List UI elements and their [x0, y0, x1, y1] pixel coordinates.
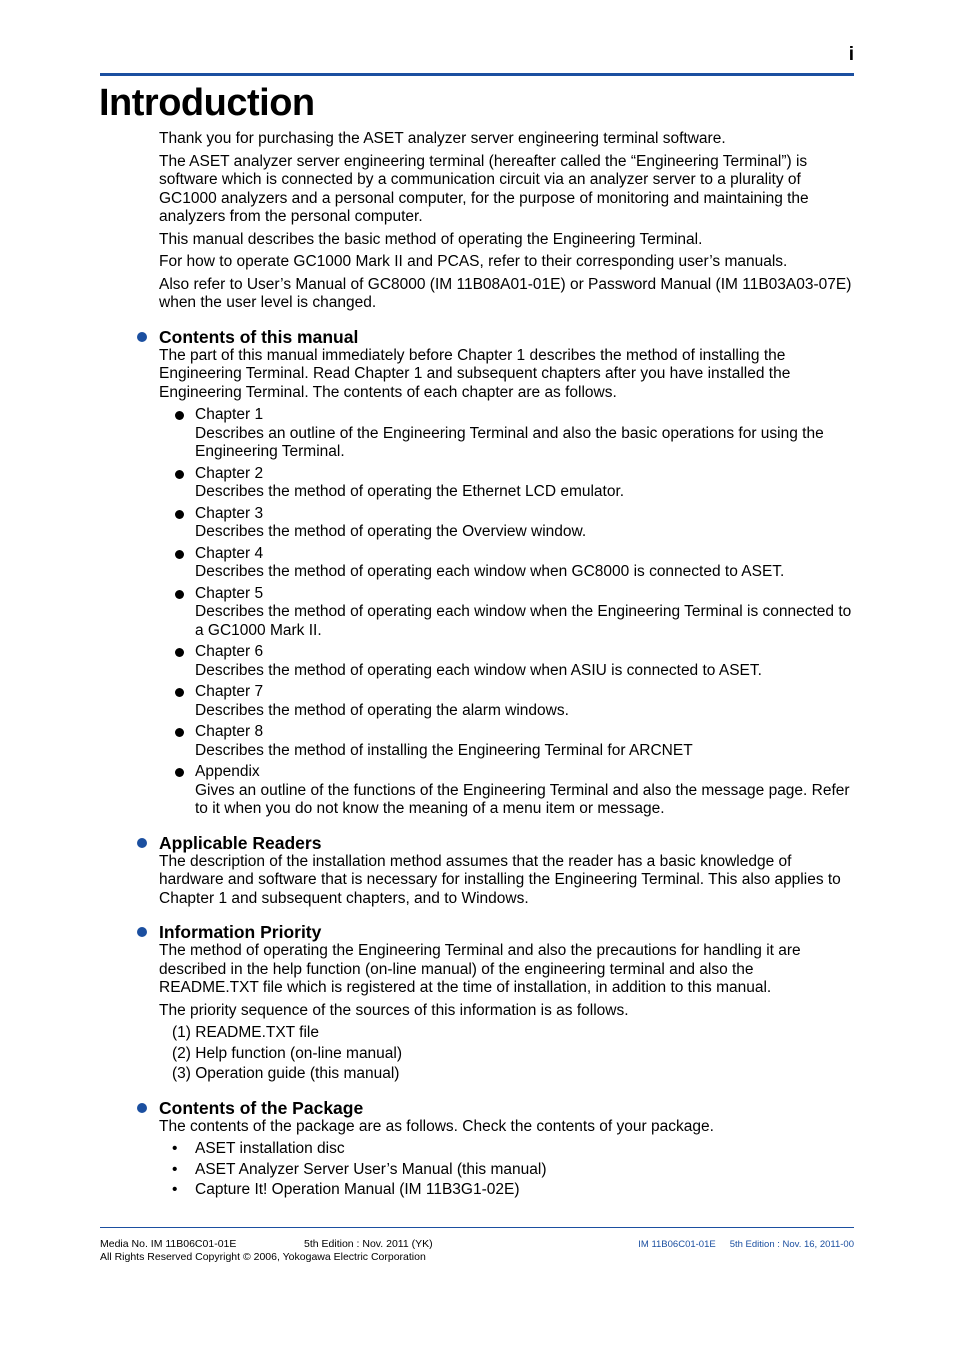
bullet-dot-icon: [137, 838, 147, 848]
section-body: The contents of the package are as follows. Check the contents of your package.: [159, 1117, 714, 1135]
doc-id: IM 11B06C01-01E: [638, 1239, 716, 1250]
list-item: (1) README.TXT file: [172, 1024, 319, 1041]
page-title: Introduction: [99, 82, 315, 124]
list-item: Chapter 3 Describes the method of operating the Overview window.: [159, 505, 855, 542]
intro-paragraph: Thank you for purchasing the ASET analyzer server engineering terminal software.: [159, 130, 726, 147]
edition-date: 5th Edition : Nov. 16, 2011-00: [729, 1239, 854, 1250]
list-item: Chapter 1 Describes an outline of the Engineering Terminal and also the basic operations for using the Engineering Terminal.: [159, 406, 855, 462]
bullet-dot-icon: [137, 332, 147, 342]
page-number: i: [848, 44, 854, 65]
bullet-dot-icon: [175, 728, 184, 737]
list-item: Chapter 2 Describes the method of operating the Ethernet LCD emulator.: [159, 465, 855, 502]
small-bullet-icon: •: [172, 1160, 178, 1178]
bullet-dot-icon: [175, 470, 184, 479]
list-item: • ASET Analyzer Server User’s Manual (this manual): [172, 1160, 547, 1178]
list-item: • Capture It! Operation Manual (IM 11B3G1-02E): [172, 1181, 520, 1198]
bullet-dot-icon: [175, 590, 184, 599]
list-item: Chapter 7 Describes the method of operating the alarm windows.: [159, 683, 855, 720]
footer-rule: [100, 1227, 854, 1228]
media-number: Media No. IM 11B06C01-01E: [100, 1238, 237, 1250]
section-body: The part of this manual immediately before Chapter 1 describes the method of installing the Engineering Terminal. Read Chapter 1 and subsequent chapters after you have installed the Engineering Terminal. The contents of each chapter are as follows.: [159, 346, 791, 401]
section-heading: Information Priority: [159, 922, 855, 942]
list-item: • ASET installation disc: [172, 1140, 345, 1157]
bullet-dot-icon: [175, 411, 184, 420]
footer-right: [624, 1238, 854, 1251]
list-item: Chapter 8 Describes the method of installing the Engineering Terminal for ARCNET: [159, 723, 855, 760]
intro-paragraph: This manual describes the basic method of operating the Engineering Terminal.: [159, 230, 703, 248]
priority-list: [159, 1024, 855, 1084]
package-list: [159, 1140, 855, 1200]
intro-paragraph: Also refer to User’s Manual of GC8000 (IM 11B08A01-01E) or Password Manual (IM 11B03A03-07E) when the user level is changed.: [159, 275, 852, 311]
list-item: Chapter 6 Describes the method of operating each window when ASIU is connected to ASET.: [159, 643, 855, 680]
bullet-dot-icon: [175, 510, 184, 519]
small-bullet-icon: •: [172, 1140, 178, 1157]
priority-section: [159, 922, 855, 1084]
contents-section: [159, 327, 855, 819]
section-body: The priority sequence of the sources of this information is as follows.: [159, 1001, 629, 1019]
list-item: Appendix Gives an outline of the functions of the Engineering Terminal and also the message page. Refer to it when you do not know the meaning of a menu item or message.: [159, 763, 855, 819]
small-bullet-icon: •: [172, 1181, 178, 1198]
copyright: All Rights Reserved Copyright © 2006, Yokogawa Electric Corporation: [100, 1251, 426, 1263]
list-item: Chapter 4 Describes the method of operating each window when GC8000 is connected to ASET.: [159, 545, 855, 582]
section-body: The method of operating the Engineering Terminal and also the precautions for handling it are described in the help function (on-line manual) of the engineering terminal and also the README.TXT file which is registered at the time of installation, in addition to this manual.: [159, 942, 801, 996]
header-rule: [100, 73, 854, 76]
readers-section: [159, 833, 855, 909]
chapter-list: [159, 406, 855, 819]
main-content: [159, 130, 855, 1202]
footer-edition: 5th Edition : Nov. 2011 (YK): [304, 1238, 433, 1250]
bullet-dot-icon: [137, 1103, 147, 1113]
section-heading: Contents of this manual: [159, 327, 855, 347]
list-item: Chapter 5 Describes the method of operating each window when the Engineering Terminal is connected to a GC1000 Mark II.: [159, 585, 855, 641]
section-heading: Contents of the Package: [159, 1098, 855, 1118]
bullet-dot-icon: [175, 648, 184, 657]
bullet-dot-icon: [137, 927, 147, 937]
bullet-dot-icon: [175, 550, 184, 559]
list-item: (2) Help function (on-line manual): [172, 1044, 403, 1062]
bullet-dot-icon: [175, 768, 184, 777]
list-item: (3) Operation guide (this manual): [172, 1065, 400, 1082]
package-section: [159, 1098, 855, 1200]
bullet-dot-icon: [175, 688, 184, 697]
intro-paragraph: The ASET analyzer server engineering terminal (hereafter called the “Engineering Terminal”) is software which is connected by a communication circuit via an analyzer server to a plurality of GC1000 analyzers and a personal computer, for the purpose of monitoring and maintaining the analyzers from the personal computer.: [159, 152, 809, 225]
section-heading: Applicable Readers: [159, 833, 855, 853]
intro-paragraph: For how to operate GC1000 Mark II and PCAS, refer to their corresponding user’s manuals.: [159, 253, 788, 270]
section-body: The description of the installation method assumes that the reader has a basic knowledge of hardware and software that is necessary for installing the Engineering Terminal. This also applies to Chapter 1 and subsequent chapters, and to Windows.: [159, 852, 841, 907]
